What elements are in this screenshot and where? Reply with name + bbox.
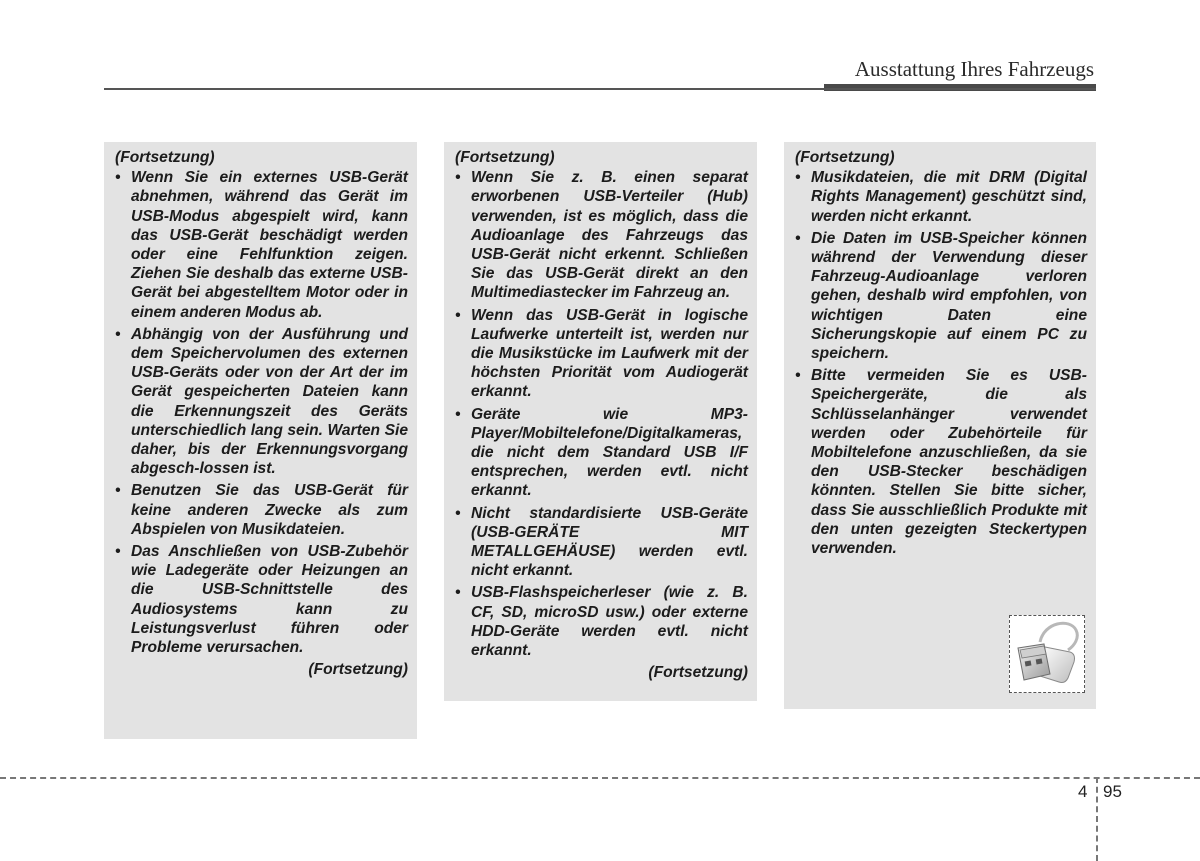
- chapter-number: 4: [1078, 782, 1088, 801]
- continued-label-top: (Fortsetzung): [455, 149, 555, 166]
- section-title: Ausstattung Ihres Fahrzeugs: [854, 57, 1094, 81]
- page-number-divider: [1096, 777, 1098, 861]
- usb-stick-icon: [1010, 616, 1084, 692]
- list-item: • Abhängig von der Ausführung und dem Speichervolumen des externen USB-Geräts oder von der Art der im Gerät gespeicherten Dateien kann die Erkennungszeit des Geräts unterschiedlich lang sein. Warten Sie daher, bis der Erkennungsvorgang abgesch-lossen ist.: [115, 325, 408, 479]
- continued-label-bottom: (Fortsetzung): [648, 664, 748, 682]
- list-item: • Bitte vermeiden Sie es USB-Speichergeräte, die als Schlüsselanhänger verwendet werden oder Zubehörteile für Mobiltelefone anzuschließen, da sie den USB-Stecker beschädigen könnten. Stellen Sie bitte sicher, dass Sie ausschließlich Produkte mit den unten gezeigten Steckertypen verwenden.: [795, 366, 1087, 558]
- list-item: • Musikdateien, die mit DRM (Digital Rights Management) geschützt sind, werden nicht erkannt.: [795, 168, 1087, 226]
- continued-label-bottom: (Fortsetzung): [308, 661, 408, 679]
- list-item: • Nicht standardisierte USB-Geräte (USB-GERÄTE MIT METALLGEHÄUSE) werden evtl. nicht erkannt.: [455, 504, 748, 581]
- page-number: 95: [1103, 782, 1122, 801]
- footer-divider: [0, 777, 1200, 779]
- continued-label-top: (Fortsetzung): [115, 149, 215, 166]
- list-item: • Wenn Sie ein externes USB-Gerät abnehmen, während das Gerät im USB-Modus abgespielt wird, kann das USB-Gerät beschädigt werden oder eine Fehlfunktion zeigen. Ziehen Sie deshalb das externe USB-Gerät bei abgestelltem Motor oder in einem anderen Modus ab.: [115, 168, 408, 322]
- list-item: • Die Daten im USB-Speicher können während der Verwendung dieser Fahrzeug-Audioanlage verloren gehen, deshalb wird empfohlen, von wichtigen Daten eine Sicherungskopie auf einem PC zu speichern.: [795, 229, 1087, 363]
- continued-label-top: (Fortsetzung): [795, 149, 895, 166]
- list-item: • Das Anschließen von USB-Zubehör wie Ladegeräte oder Heizungen an die USB-Schnittstelle des Audiosystems kann zu Leistungsverlust führen oder Probleme verursachen.: [115, 542, 408, 657]
- info-box-column-2: [444, 142, 757, 701]
- list-item: • USB-Flashspeicherleser (wie z. B. CF, SD, microSD usw.) oder externe HDD-Geräte werden evtl. nicht erkannt.: [455, 583, 748, 660]
- list-item: • Benutzen Sie das USB-Gerät für keine anderen Zwecke als zum Abspielen von Musikdateien.: [115, 481, 408, 539]
- usb-connector-illustration: [1009, 615, 1085, 693]
- header-rule: [104, 88, 1096, 90]
- list-item: • Wenn das USB-Gerät in logische Laufwerke unterteilt ist, werden nur die Musikstücke im Laufwerk mit der höchsten Priorität vom Audiogerät erkannt.: [455, 306, 748, 402]
- list-item: • Geräte wie MP3-Player/Mobiltelefone/Digitalkameras, die nicht dem Standard USB I/F entsprechen, werden evtl. nicht erkannt.: [455, 405, 748, 501]
- info-box-column-1: [104, 142, 417, 739]
- list-item: • Wenn Sie z. B. einen separat erworbenen USB-Verteiler (Hub) verwenden, ist es möglich, dass die Audioanlage des Fahrzeugs das USB-Gerät nicht erkennt. Schließen Sie das USB-Gerät direkt an den Multimediastecker im Fahrzeug an.: [455, 168, 748, 302]
